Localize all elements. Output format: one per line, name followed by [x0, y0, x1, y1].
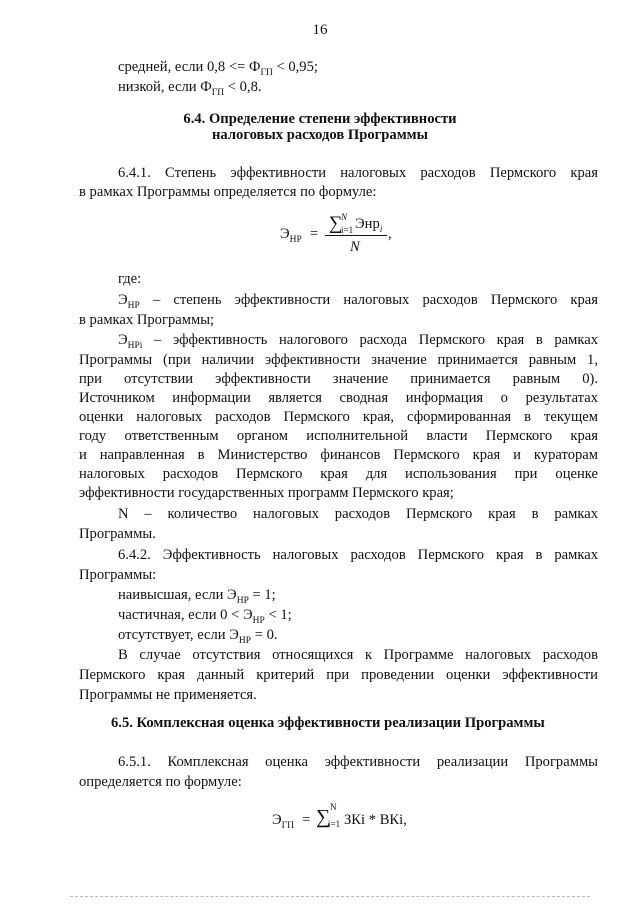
section-6-5-title: 6.5. Комплексная оценка эффективности реализации Программы	[111, 715, 545, 731]
paragraph-6-5-1-line-2: определяется по формуле:	[79, 774, 242, 790]
definition-n-line-1: N – количество налоговых расходов Пермского края в рамках	[118, 506, 598, 522]
absence-paragraph-line-2: Пермского края данный критерий при проведении оценки эффективности	[79, 667, 598, 683]
section-6-4-title-line-1: 6.4. Определение степени эффективности	[183, 111, 457, 127]
level-absent: отсутствует, если $Э_{НР} = 0$.	[118, 627, 278, 646]
absence-paragraph-line-1: В случае отсутствия относящихся к Программе налоговых расходов	[118, 647, 598, 663]
formula-tax-expense-efficiency: $Э_{НР}$ = ∑ N i=1 Энр$_i$ N ,	[280, 212, 392, 255]
page-number: 16	[312, 22, 328, 38]
paragraph-6-4-2-line-1: 6.4.2. Эффективность налоговых расходов Пермского края в рамках	[118, 547, 598, 563]
paragraph-6-4-2-line-2: Программы:	[79, 567, 157, 583]
definition-enri-line-7: и направленная в Министерство финансов Пермского края и кураторам	[79, 447, 598, 463]
level-partial: частичная, если $0 < Э_{НР} < 1$;	[118, 607, 292, 626]
definition-enri-line-2: Программы (при наличии эффективности значение принимается равным 1,	[79, 352, 598, 368]
definition-enri-line-9: эффективности государственных программ Пермского края;	[79, 485, 454, 501]
definition-enri-line-3: при отсутствии эффективности значение принимается равным 0).	[79, 371, 598, 387]
definition-enri-line-6: году ответственным органом исполнительной власти Пермского края	[79, 428, 598, 444]
fraction-numerator: ∑ N i=1 Энр$_i$	[325, 215, 387, 236]
text-line-low-level: низкой, если $Ф_{ГП} < 0,8$.	[118, 79, 262, 98]
absence-paragraph-line-3: Программы не применяется.	[79, 687, 257, 703]
paragraph-6-4-1-line-2: в рамках Программы определяется по формуле:	[79, 184, 377, 200]
paragraph-6-4-1-line-1: 6.4.1. Степень эффективности налоговых расходов Пермского края	[118, 165, 598, 181]
definition-enri-line-5: оценки налоговых расходов Пермского края, сформированная в текущем	[79, 409, 598, 425]
paragraph-6-5-1-line-1: 6.5.1. Комплексная оценка эффективности реализации Программы	[118, 754, 598, 770]
definition-enri-line-4: Источником информации является сводная информация о результатах	[79, 390, 598, 406]
section-6-4-title-line-2: налоговых расходов Программы	[212, 127, 428, 143]
level-highest: наивысшая, если $Э_{НР} = 1$;	[118, 587, 276, 606]
definition-n-line-2: Программы.	[79, 526, 156, 542]
text-line-medium-level: средней, если $0,8 <= Ф_{ГП} < 0,95$;	[118, 59, 318, 78]
where-label: где:	[118, 271, 142, 287]
definition-enri-line-8: налоговых расходов Пермского края для использования при оценке	[79, 466, 598, 482]
definition-enr-line-1: $Э_{НР}$ – степень эффективности налоговых расходов Пермского края	[118, 292, 598, 311]
formula-comprehensive-assessment: $Э_{ГП}$ = ∑ N i=1 ЗКі * ВКі,	[272, 802, 407, 831]
definition-enri-line-1: $Э_{НРi}$ – эффективность налогового расхода Пермского края в рамках	[118, 332, 598, 351]
definition-enr-line-2: в рамках Программы;	[79, 312, 215, 328]
page-bottom-edge	[70, 896, 590, 897]
